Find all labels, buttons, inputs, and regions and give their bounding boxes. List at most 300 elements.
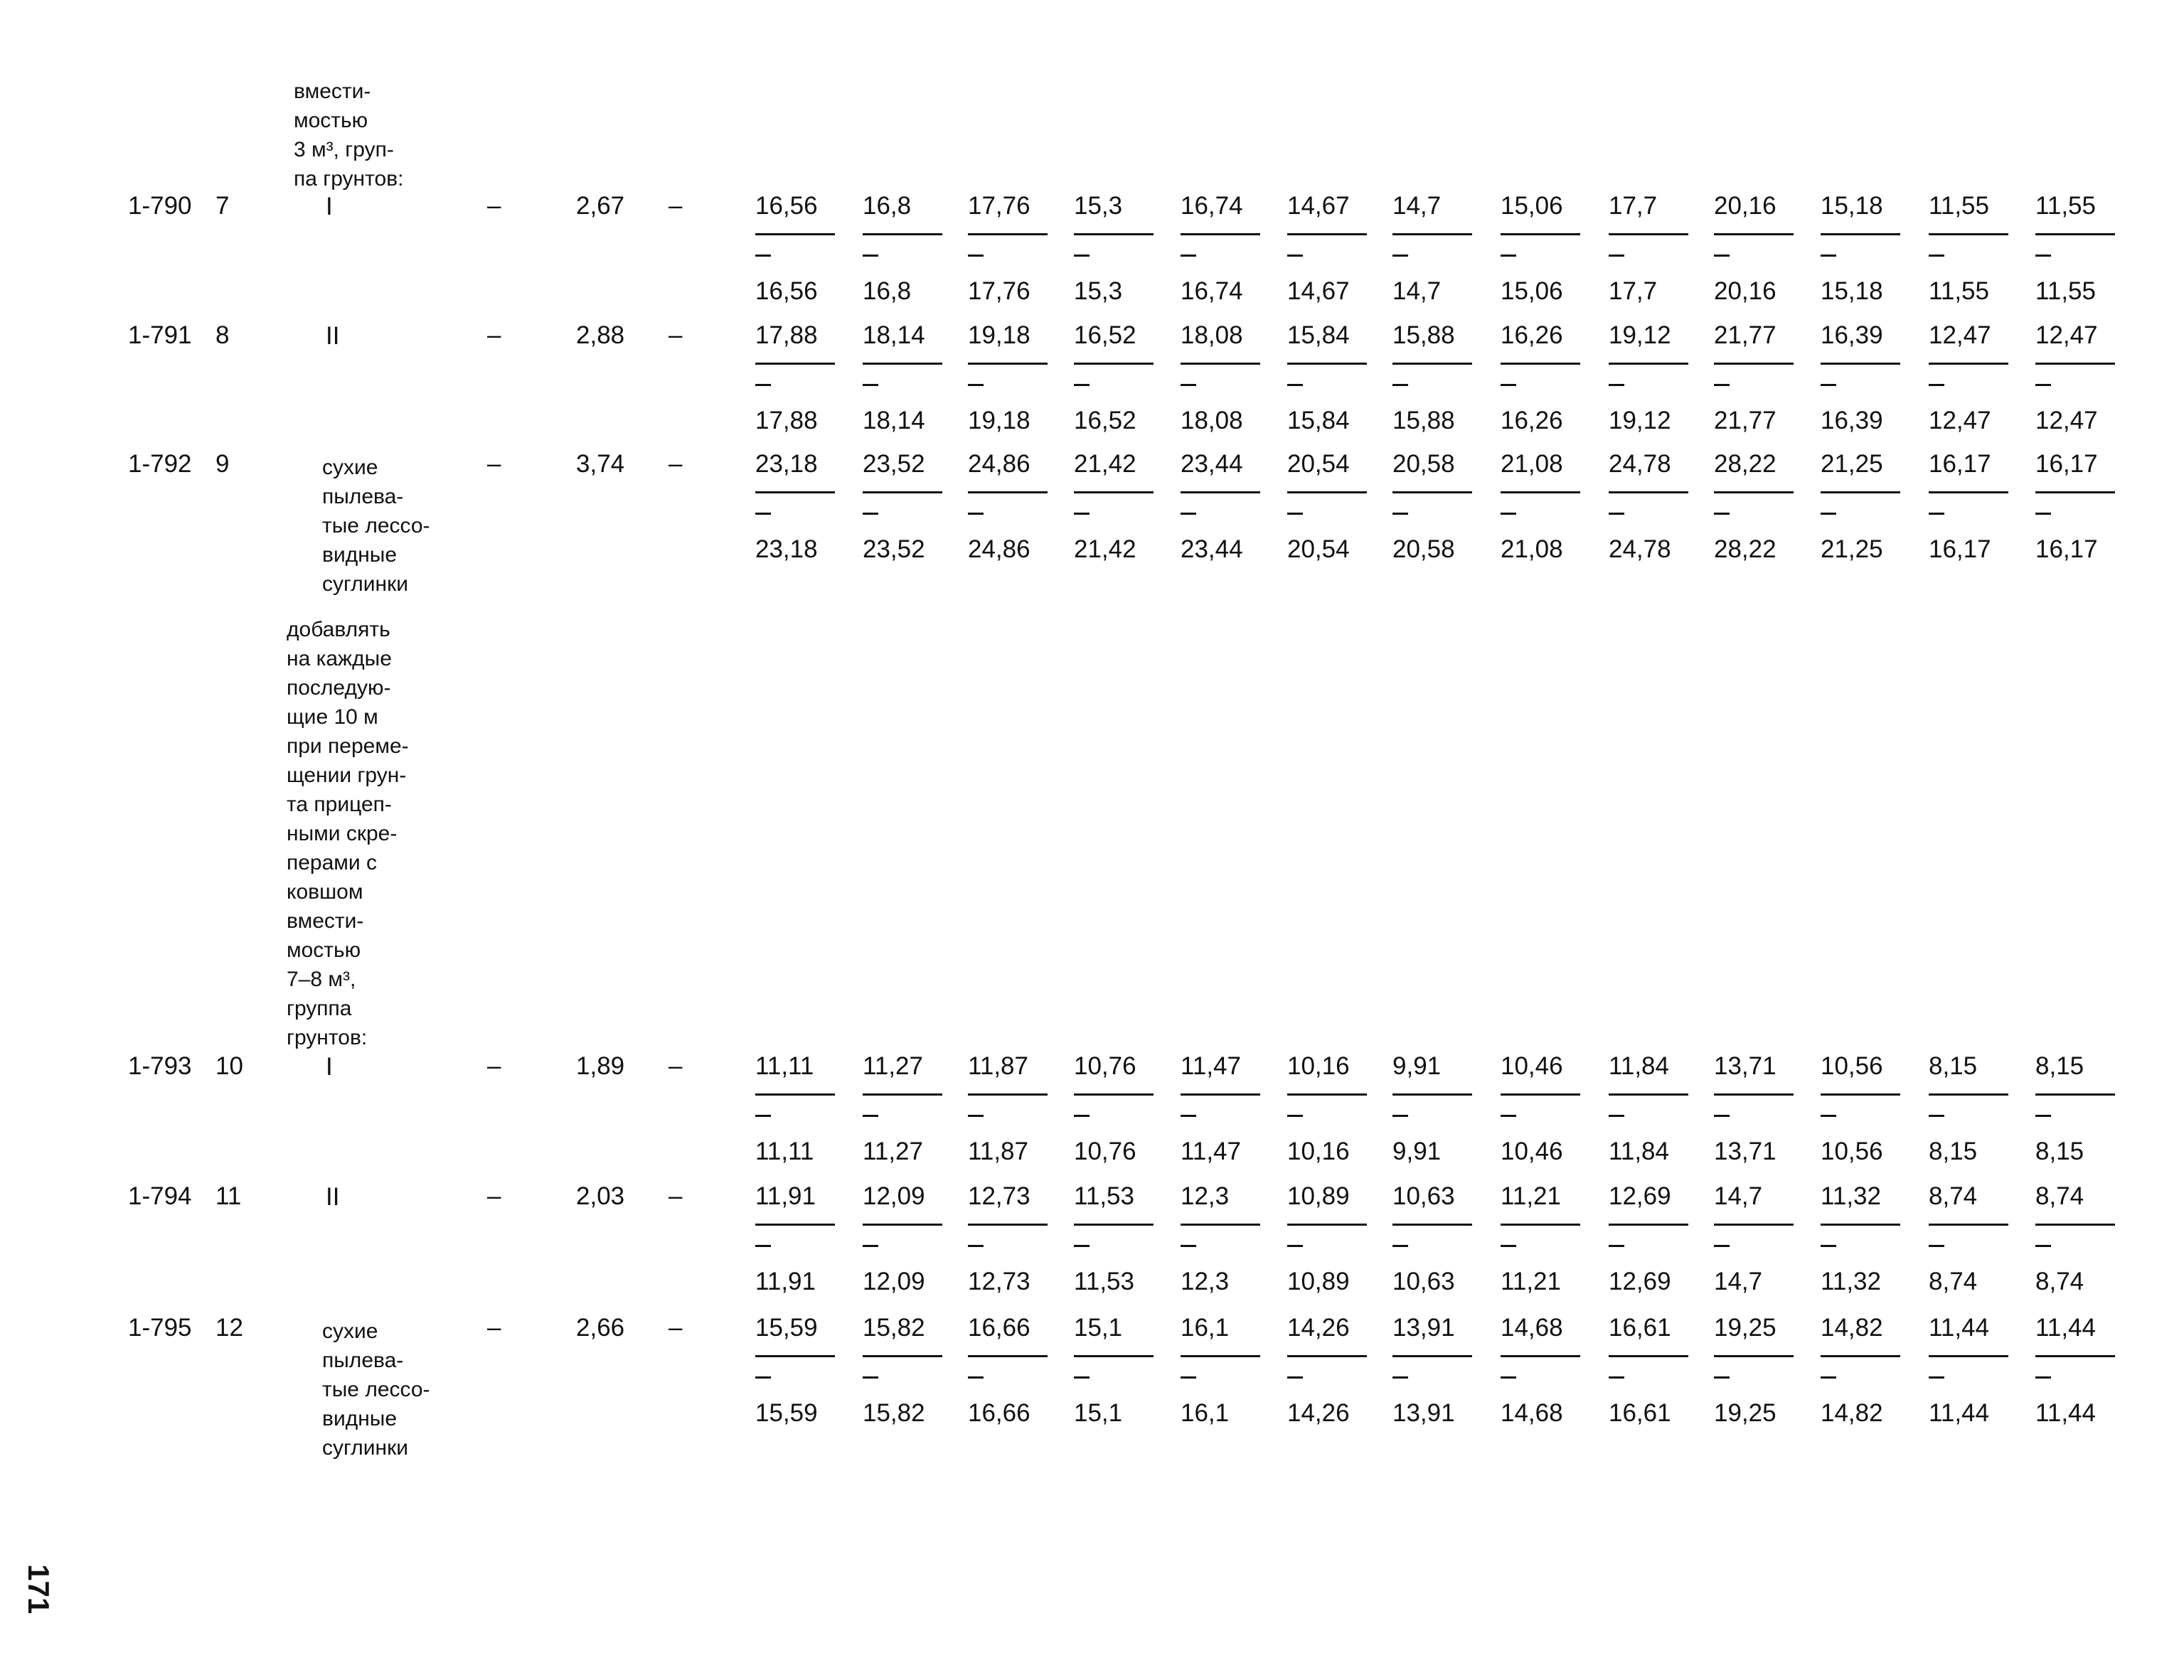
- fraction-cell: [1714, 1314, 1799, 1431]
- cell-numerator: 8,74: [1929, 1182, 1978, 1210]
- fraction-minus: [1609, 1245, 1624, 1247]
- fraction-cell: [1929, 1052, 2014, 1170]
- fraction-minus: [1287, 513, 1303, 515]
- fraction-minus: [968, 384, 984, 386]
- fraction-bar: [968, 1355, 1048, 1357]
- cell-denominator: 17,76: [968, 277, 1030, 305]
- fraction-minus: [1929, 255, 1944, 257]
- fraction-cell: [968, 1182, 1053, 1300]
- cell-numerator: 11,55: [1929, 192, 1989, 220]
- cell-numerator: 10,16: [1287, 1052, 1350, 1080]
- cell-numerator: 18,08: [1181, 321, 1243, 349]
- cell-numerator: 28,22: [1714, 450, 1777, 478]
- cell-denominator: 11,44: [2035, 1399, 2096, 1427]
- fraction-cell: [755, 1314, 841, 1431]
- fraction-bar: [968, 363, 1048, 365]
- cell-numerator: 16,26: [1501, 321, 1563, 349]
- fraction-minus: [2035, 255, 2051, 257]
- fraction-bar: [755, 363, 835, 365]
- cell-denominator: 28,22: [1714, 535, 1777, 563]
- fraction-minus: [863, 513, 878, 515]
- fraction-bar: [968, 1093, 1048, 1096]
- fraction-cell: [1392, 450, 1478, 567]
- cell-numerator: 14,67: [1287, 192, 1350, 220]
- cell-denominator: 9,91: [1392, 1138, 1442, 1165]
- fraction-cell: [1181, 1182, 1266, 1300]
- row-code: 1-794: [128, 1182, 192, 1210]
- row-code: 1-793: [128, 1052, 192, 1080]
- fraction-bar: [1714, 363, 1794, 365]
- cell-denominator: 24,78: [1609, 535, 1671, 563]
- fraction-minus: [1609, 1115, 1624, 1117]
- fraction-cell: [1821, 321, 1906, 439]
- fraction-minus: [1501, 1376, 1516, 1379]
- fraction-minus: [1392, 1115, 1408, 1117]
- cell-denominator: 11,44: [1929, 1399, 1989, 1427]
- cell-denominator: 13,91: [1392, 1399, 1455, 1427]
- fraction-bar: [1714, 233, 1794, 235]
- fraction-minus: [863, 1245, 878, 1247]
- cell-numerator: 16,17: [2035, 450, 2098, 478]
- fraction-bar: [1929, 233, 2008, 235]
- fraction-cell: [1501, 1314, 1586, 1431]
- cell-denominator: 20,16: [1714, 277, 1777, 305]
- cell-numerator: 11,91: [755, 1182, 816, 1210]
- fraction-bar: [1392, 233, 1472, 235]
- fraction-minus: [968, 1115, 984, 1117]
- cell-numerator: 13,71: [1714, 1052, 1777, 1080]
- row-val: 2,67: [576, 192, 625, 220]
- cell-denominator: 11,84: [1609, 1138, 1669, 1165]
- fraction-minus: [1392, 1376, 1408, 1379]
- fraction-cell: [1929, 1314, 2014, 1431]
- cell-numerator: 16,66: [968, 1314, 1030, 1342]
- cell-denominator: 10,63: [1392, 1268, 1455, 1295]
- row-dash2: –: [668, 321, 683, 349]
- row-dash1: –: [487, 1052, 501, 1080]
- fraction-minus: [1181, 255, 1196, 257]
- fraction-bar: [1287, 1355, 1367, 1357]
- fraction-minus: [1392, 1245, 1408, 1247]
- cell-numerator: 16,39: [1821, 321, 1883, 349]
- fraction-bar: [1609, 1093, 1688, 1096]
- cell-numerator: 12,73: [968, 1182, 1030, 1210]
- fraction-cell: [1714, 192, 1799, 309]
- cell-numerator: 11,84: [1609, 1052, 1669, 1080]
- fraction-minus: [1929, 1376, 1944, 1379]
- cell-denominator: 15,84: [1287, 407, 1350, 434]
- row-num: 11: [215, 1182, 242, 1210]
- fraction-bar: [1821, 363, 1900, 365]
- fraction-bar: [1392, 491, 1472, 493]
- cell-numerator: 16,17: [1929, 450, 1991, 478]
- fraction-minus: [755, 1115, 771, 1117]
- cell-numerator: 8,15: [2035, 1052, 2084, 1080]
- fraction-bar: [1074, 233, 1154, 235]
- cell-numerator: 11,44: [2035, 1314, 2096, 1342]
- cell-numerator: 15,3: [1074, 192, 1123, 220]
- fraction-bar: [1392, 1093, 1472, 1096]
- fraction-minus: [1074, 384, 1090, 386]
- cell-denominator: 16,17: [2035, 535, 2098, 563]
- cell-numerator: 17,88: [755, 321, 818, 349]
- fraction-cell: [755, 1182, 841, 1300]
- fraction-cell: [755, 192, 841, 309]
- fraction-bar: [2035, 233, 2115, 235]
- cell-numerator: 24,86: [968, 450, 1030, 478]
- cell-denominator: 23,44: [1181, 535, 1243, 563]
- fraction-cell: [968, 450, 1053, 567]
- cell-numerator: 24,78: [1609, 450, 1671, 478]
- cell-denominator: 16,74: [1181, 277, 1243, 305]
- cell-denominator: 19,18: [968, 407, 1030, 434]
- fraction-cell: [1287, 192, 1373, 309]
- fraction-cell: [2035, 1314, 2121, 1431]
- row-num: 8: [215, 321, 230, 349]
- fraction-bar: [1714, 1224, 1794, 1226]
- fraction-cell: [968, 321, 1053, 439]
- fraction-minus: [1714, 1115, 1730, 1117]
- fraction-bar: [1501, 1093, 1580, 1096]
- fraction-bar: [1181, 363, 1260, 365]
- row-code: 1-791: [128, 321, 192, 349]
- cell-numerator: 19,25: [1714, 1314, 1777, 1342]
- fraction-bar: [863, 233, 942, 235]
- fraction-cell: [1821, 450, 1906, 567]
- cell-denominator: 17,88: [755, 407, 818, 434]
- cell-numerator: 20,16: [1714, 192, 1777, 220]
- fraction-minus: [1714, 1245, 1730, 1247]
- cell-numerator: 12,09: [863, 1182, 925, 1210]
- fraction-minus: [2035, 513, 2051, 515]
- fraction-cell: [755, 321, 841, 439]
- cell-denominator: 20,58: [1392, 535, 1455, 563]
- fraction-minus: [1501, 384, 1516, 386]
- fraction-cell: [1609, 1314, 1694, 1431]
- cell-denominator: 11,27: [863, 1138, 923, 1165]
- cell-numerator: 11,55: [2035, 192, 2096, 220]
- fraction-minus: [1392, 255, 1408, 257]
- fraction-bar: [755, 1224, 835, 1226]
- cell-denominator: 11,53: [1074, 1268, 1134, 1295]
- fraction-minus: [1074, 513, 1090, 515]
- fraction-cell: [1181, 450, 1266, 567]
- cell-denominator: 14,68: [1501, 1399, 1563, 1427]
- fraction-bar: [1074, 1093, 1154, 1096]
- fraction-bar: [1181, 233, 1260, 235]
- cell-numerator: 18,14: [863, 321, 925, 349]
- fraction-bar: [1609, 491, 1688, 493]
- cell-denominator: 14,67: [1287, 277, 1350, 305]
- cell-numerator: 12,47: [1929, 321, 1991, 349]
- fraction-bar: [1074, 1355, 1154, 1357]
- fraction-minus: [1714, 513, 1730, 515]
- row-description: I: [326, 193, 333, 220]
- cell-denominator: 19,12: [1609, 407, 1671, 434]
- cell-denominator: 15,3: [1074, 277, 1123, 305]
- cell-denominator: 8,15: [2035, 1138, 2084, 1165]
- row-dash2: –: [668, 1182, 683, 1210]
- fraction-cell: [1501, 450, 1586, 567]
- fraction-bar: [1074, 1224, 1154, 1226]
- fraction-minus: [1609, 255, 1624, 257]
- row-num: 9: [215, 450, 230, 478]
- fraction-bar: [1714, 491, 1794, 493]
- fraction-cell: [2035, 1182, 2121, 1300]
- row-code: 1-790: [128, 192, 192, 220]
- fraction-bar: [863, 363, 942, 365]
- fraction-cell: [1501, 192, 1586, 309]
- cell-numerator: 21,42: [1074, 450, 1136, 478]
- fraction-cell: [1501, 1052, 1586, 1170]
- row-dash1: –: [487, 1182, 501, 1210]
- cell-denominator: 16,52: [1074, 407, 1136, 434]
- fraction-minus: [1821, 1115, 1836, 1117]
- cell-numerator: 21,08: [1501, 450, 1563, 478]
- cell-numerator: 16,61: [1609, 1314, 1671, 1342]
- fraction-bar: [1609, 1355, 1688, 1357]
- fraction-cell: [2035, 1052, 2121, 1170]
- fraction-bar: [1609, 363, 1688, 365]
- cell-denominator: 21,42: [1074, 535, 1136, 563]
- fraction-minus: [1821, 1245, 1836, 1247]
- cell-numerator: 10,56: [1821, 1052, 1883, 1080]
- cell-numerator: 16,56: [755, 192, 818, 220]
- fraction-minus: [1821, 1376, 1836, 1379]
- fraction-minus: [1287, 384, 1303, 386]
- row-code: 1-792: [128, 450, 192, 478]
- cell-denominator: 8,74: [2035, 1268, 2084, 1295]
- fraction-bar: [1929, 1355, 2008, 1357]
- fraction-minus: [1287, 1245, 1303, 1247]
- fraction-minus: [1714, 255, 1730, 257]
- fraction-bar: [1929, 1093, 2008, 1096]
- fraction-bar: [1181, 1224, 1260, 1226]
- row-dash1: –: [487, 450, 501, 478]
- cell-denominator: 12,47: [1929, 407, 1991, 434]
- fraction-cell: [1181, 1314, 1266, 1431]
- fraction-bar: [1501, 491, 1580, 493]
- cell-denominator: 21,25: [1821, 535, 1883, 563]
- fraction-bar: [1609, 1224, 1688, 1226]
- fraction-cell: [1714, 450, 1799, 567]
- cell-denominator: 12,69: [1609, 1268, 1671, 1295]
- cell-denominator: 17,7: [1609, 277, 1658, 305]
- cell-denominator: 15,59: [755, 1399, 818, 1427]
- row-val: 2,66: [576, 1314, 625, 1342]
- cell-denominator: 11,21: [1501, 1268, 1561, 1295]
- fraction-cell: [1074, 1182, 1159, 1300]
- cell-numerator: 14,7: [1714, 1182, 1763, 1210]
- fraction-bar: [1287, 1224, 1367, 1226]
- row-val: 3,74: [576, 450, 625, 478]
- fraction-bar: [1181, 1355, 1260, 1357]
- cell-numerator: 15,82: [863, 1314, 925, 1342]
- cell-denominator: 16,1: [1181, 1399, 1230, 1427]
- fraction-cell: [863, 1182, 948, 1300]
- cell-numerator: 14,7: [1392, 192, 1442, 220]
- fraction-cell: [1929, 450, 2014, 567]
- cell-numerator: 12,3: [1181, 1182, 1230, 1210]
- fraction-bar: [2035, 1093, 2115, 1096]
- cell-numerator: 15,06: [1501, 192, 1563, 220]
- fraction-minus: [1181, 1115, 1196, 1117]
- cell-denominator: 10,76: [1074, 1138, 1136, 1165]
- fraction-minus: [1181, 513, 1196, 515]
- cell-numerator: 15,88: [1392, 321, 1455, 349]
- fraction-cell: [1074, 192, 1159, 309]
- fraction-cell: [1074, 321, 1159, 439]
- fraction-minus: [863, 1376, 878, 1379]
- fraction-minus: [1287, 255, 1303, 257]
- fraction-minus: [863, 255, 878, 257]
- fraction-cell: [1929, 321, 2014, 439]
- fraction-minus: [1714, 384, 1730, 386]
- fraction-minus: [1501, 513, 1516, 515]
- cell-numerator: 11,27: [863, 1052, 923, 1080]
- fraction-minus: [1929, 513, 1944, 515]
- cell-denominator: 15,06: [1501, 277, 1563, 305]
- cell-denominator: 10,89: [1287, 1268, 1350, 1295]
- fraction-minus: [1392, 384, 1408, 386]
- fraction-bar: [1287, 363, 1367, 365]
- fraction-cell: [1392, 192, 1478, 309]
- cell-denominator: 10,46: [1501, 1138, 1563, 1165]
- fraction-bar: [2035, 363, 2115, 365]
- fraction-minus: [2035, 1376, 2051, 1379]
- cell-denominator: 8,15: [1929, 1138, 1978, 1165]
- fraction-minus: [2035, 1245, 2051, 1247]
- row-dash1: –: [487, 1314, 501, 1342]
- fraction-minus: [968, 1376, 984, 1379]
- row-dash2: –: [668, 1052, 683, 1080]
- fraction-bar: [1181, 1093, 1260, 1096]
- fraction-minus: [1074, 1245, 1090, 1247]
- cell-numerator: 17,7: [1609, 192, 1658, 220]
- fraction-cell: [1609, 321, 1694, 439]
- fraction-bar: [1074, 491, 1154, 493]
- cell-denominator: 14,26: [1287, 1399, 1350, 1427]
- cell-numerator: 10,89: [1287, 1182, 1350, 1210]
- cell-denominator: 15,18: [1821, 277, 1883, 305]
- cell-numerator: 15,84: [1287, 321, 1350, 349]
- row-val: 1,89: [576, 1052, 625, 1080]
- page-number: 171: [22, 1564, 55, 1615]
- fraction-minus: [968, 513, 984, 515]
- fraction-cell: [2035, 450, 2121, 567]
- cell-denominator: 15,82: [863, 1399, 925, 1427]
- cell-numerator: 19,12: [1609, 321, 1671, 349]
- cell-denominator: 14,82: [1821, 1399, 1883, 1427]
- fraction-bar: [1287, 233, 1367, 235]
- section-2-header-text: добавлять на каждые последую- щие 10 м при переме- щении грун- та прицеп- ными скре- перами с ковшом вмести- мостью 7–8 м³, группа грунтов:: [287, 618, 409, 1049]
- cell-numerator: 16,74: [1181, 192, 1243, 220]
- fraction-cell: [755, 450, 841, 567]
- fraction-cell: [1609, 192, 1694, 309]
- cell-denominator: 21,77: [1714, 407, 1777, 434]
- fraction-bar: [1714, 1355, 1794, 1357]
- cell-denominator: 14,7: [1392, 277, 1442, 305]
- fraction-cell: [1821, 1314, 1906, 1431]
- cell-numerator: 15,59: [755, 1314, 818, 1342]
- cell-numerator: 12,47: [2035, 321, 2098, 349]
- fraction-bar: [1821, 1224, 1900, 1226]
- cell-denominator: 16,56: [755, 277, 818, 305]
- fraction-cell: [1714, 1052, 1799, 1170]
- fraction-minus: [1929, 1115, 1944, 1117]
- cell-numerator: 10,63: [1392, 1182, 1455, 1210]
- fraction-bar: [755, 1093, 835, 1096]
- cell-denominator: 18,14: [863, 407, 925, 434]
- fraction-bar: [1501, 1355, 1580, 1357]
- cell-denominator: 19,25: [1714, 1399, 1777, 1427]
- fraction-minus: [968, 255, 984, 257]
- fraction-cell: [1609, 450, 1694, 567]
- fraction-cell: [1392, 1052, 1478, 1170]
- fraction-minus: [755, 384, 771, 386]
- row-num: 12: [215, 1314, 243, 1342]
- fraction-bar: [1821, 233, 1900, 235]
- cell-numerator: 12,69: [1609, 1182, 1671, 1210]
- cell-numerator: 11,21: [1501, 1182, 1561, 1210]
- fraction-cell: [863, 321, 948, 439]
- cell-numerator: 10,76: [1074, 1052, 1136, 1080]
- fraction-bar: [1821, 491, 1900, 493]
- fraction-bar: [1929, 491, 2008, 493]
- fraction-minus: [2035, 384, 2051, 386]
- cell-denominator: 11,47: [1181, 1138, 1241, 1165]
- fraction-cell: [1392, 1314, 1478, 1431]
- cell-numerator: 19,18: [968, 321, 1030, 349]
- fraction-minus: [755, 1376, 771, 1379]
- row-dash2: –: [668, 1314, 683, 1342]
- row-description: II: [326, 1183, 340, 1211]
- fraction-cell: [1929, 192, 2014, 309]
- row-description: II: [326, 322, 340, 350]
- fraction-bar: [863, 1224, 942, 1226]
- fraction-minus: [1287, 1376, 1303, 1379]
- fraction-minus: [755, 1245, 771, 1247]
- fraction-minus: [863, 384, 878, 386]
- row-num: 10: [215, 1052, 243, 1080]
- fraction-bar: [968, 491, 1048, 493]
- fraction-bar: [1287, 1093, 1367, 1096]
- fraction-minus: [1821, 255, 1836, 257]
- fraction-bar: [1392, 363, 1472, 365]
- cell-numerator: 16,8: [863, 192, 912, 220]
- fraction-cell: [1287, 1182, 1373, 1300]
- fraction-bar: [755, 233, 835, 235]
- fraction-minus: [1821, 384, 1836, 386]
- row-dash1: –: [487, 321, 501, 349]
- cell-numerator: 21,77: [1714, 321, 1777, 349]
- cell-denominator: 11,55: [1929, 277, 1989, 305]
- fraction-minus: [1501, 255, 1516, 257]
- cell-numerator: 8,15: [1929, 1052, 1978, 1080]
- fraction-bar: [1074, 363, 1154, 365]
- fraction-bar: [2035, 1355, 2115, 1357]
- fraction-cell: [755, 1052, 841, 1170]
- cell-numerator: 14,26: [1287, 1314, 1350, 1342]
- fraction-minus: [1821, 513, 1836, 515]
- fraction-cell: [1287, 450, 1373, 567]
- fraction-bar: [1287, 491, 1367, 493]
- cell-denominator: 16,66: [968, 1399, 1030, 1427]
- cell-numerator: 17,76: [968, 192, 1030, 220]
- fraction-minus: [1074, 1376, 1090, 1379]
- cell-numerator: 10,46: [1501, 1052, 1563, 1080]
- row-val: 2,03: [576, 1182, 625, 1210]
